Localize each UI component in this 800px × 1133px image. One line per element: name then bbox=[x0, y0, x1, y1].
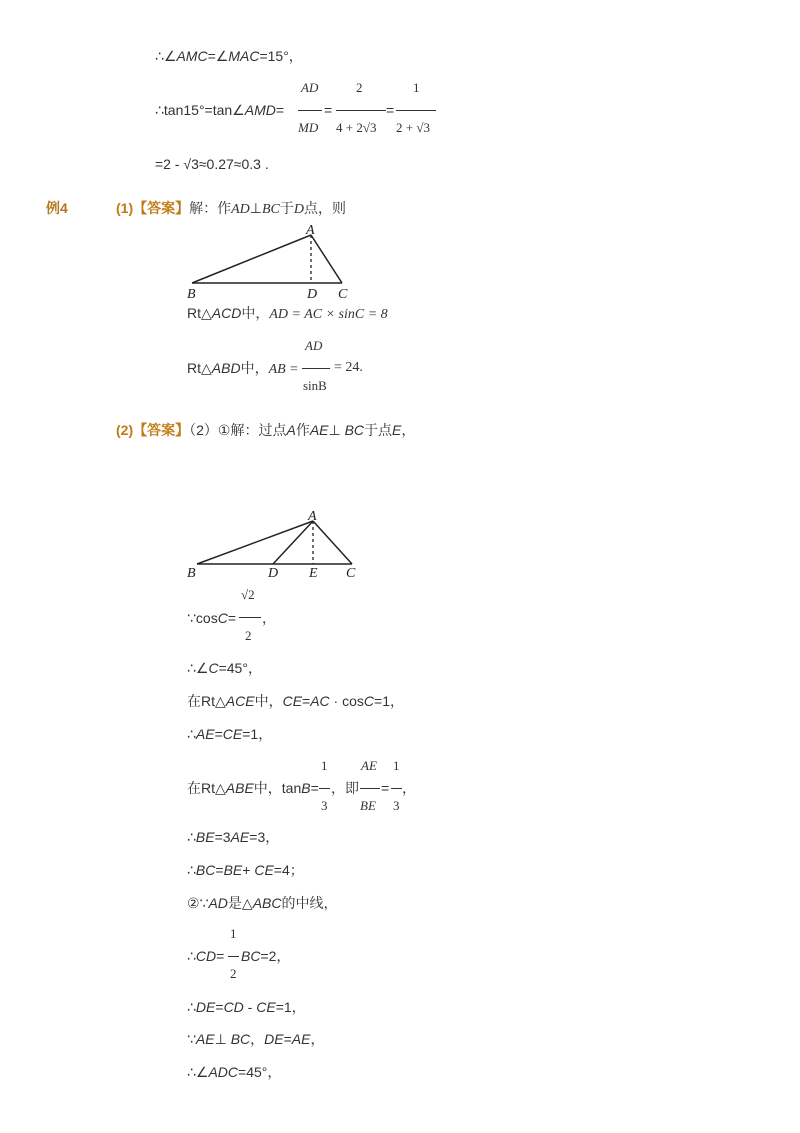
step-angle-c: ∴∠C=45°， bbox=[187, 660, 262, 676]
equals-sign: = bbox=[386, 102, 395, 118]
part1-heading: (1)【答案】解：作AD⊥BC于D点，则 bbox=[116, 200, 347, 217]
label-e: E bbox=[309, 566, 318, 581]
frac-den-md: MD bbox=[298, 120, 319, 135]
frac-num-2: 2 bbox=[356, 80, 363, 95]
label-d: D bbox=[268, 566, 279, 581]
step-rt-ace: 在Rt△ACE中，CE=AC · cosC=1， bbox=[187, 693, 404, 709]
step-bc: ∴BC=BE+ CE=4； bbox=[187, 862, 304, 878]
step-rt-abe: 在Rt△ABE中，tanB= bbox=[187, 780, 319, 796]
result-24: = 24. bbox=[334, 360, 363, 375]
frac-den-3: 3 bbox=[321, 798, 328, 813]
frac-num-1: 1 bbox=[393, 758, 400, 773]
frac-den-4-2sqrt3: 4 + 2√3 bbox=[336, 120, 377, 135]
frac-den-2: 2 bbox=[230, 966, 237, 981]
frac-num-1: 1 bbox=[413, 80, 420, 95]
step-de: ∴DE=CD - CE=1， bbox=[187, 999, 306, 1015]
segment-ac bbox=[311, 235, 342, 283]
frac-num-ae: AE bbox=[361, 758, 377, 773]
line-result: =2 - √3≈0.27≈0.3 . bbox=[155, 156, 269, 172]
label-b: B bbox=[187, 287, 196, 302]
text-ji: ，即 bbox=[331, 780, 359, 796]
label-c: C bbox=[338, 287, 348, 302]
fraction-bar bbox=[391, 788, 402, 789]
label-b: B bbox=[187, 566, 196, 581]
step-angle-adc: ∴∠ADC=45°， bbox=[187, 1064, 282, 1080]
step-ae-ce: ∴AE=CE=1， bbox=[187, 726, 273, 742]
segment-ad bbox=[273, 521, 313, 564]
step-median: ②∵AD是△ABC的中线， bbox=[187, 895, 338, 911]
label-a: A bbox=[308, 509, 317, 524]
segment-ab bbox=[197, 521, 313, 564]
step-cd: ∴CD= bbox=[187, 948, 225, 964]
line-rt-acd: Rt△ACD中，AD = AC × sinC = 8 bbox=[187, 305, 388, 322]
frac-num-1: 1 bbox=[321, 758, 328, 773]
frac-num-1: 1 bbox=[230, 926, 237, 941]
step-cd-tail: BC=2， bbox=[241, 948, 291, 964]
frac-den-be: BE bbox=[360, 798, 376, 813]
frac-num-sqrt2: √2 bbox=[241, 587, 255, 602]
segment-ac bbox=[313, 521, 352, 564]
equals-sign: = bbox=[381, 780, 390, 796]
fraction-bar bbox=[319, 788, 330, 789]
label-a: A bbox=[306, 223, 315, 238]
triangle-figure-2 bbox=[180, 508, 360, 584]
frac-num-ad: AD bbox=[305, 338, 323, 353]
fraction-bar bbox=[396, 110, 436, 111]
label-c: C bbox=[346, 566, 356, 581]
frac-den-3: 3 bbox=[393, 798, 400, 813]
line-rt-abd: Rt△ABD中，AB = bbox=[187, 360, 299, 377]
fraction-bar bbox=[228, 956, 239, 957]
example-label: 例4 bbox=[46, 200, 68, 216]
comma: ， bbox=[262, 610, 276, 626]
fraction-bar bbox=[298, 110, 322, 111]
equals-sign: = bbox=[324, 102, 333, 118]
step-cos-c: ∵cosC= bbox=[187, 610, 237, 626]
fraction-bar bbox=[302, 368, 330, 369]
frac-den-sinb: sinB bbox=[303, 378, 327, 393]
step-be: ∴BE=3AE=3， bbox=[187, 829, 280, 845]
part2-heading: (2)【答案】（2）①解：过点A作AE⊥ BC于点E， bbox=[116, 422, 416, 438]
triangle-figure-1 bbox=[180, 222, 360, 304]
frac-num-ad: AD bbox=[301, 80, 319, 95]
segment-ab bbox=[192, 235, 311, 283]
frac-den-2: 2 bbox=[245, 628, 252, 643]
step-ae-perp: ∵AE⊥ BC，DE=AE， bbox=[187, 1031, 325, 1047]
fraction-bar bbox=[336, 110, 386, 111]
line-tan15: ∴tan15°=tan∠AMD= bbox=[155, 102, 285, 118]
fraction-bar bbox=[360, 788, 380, 789]
fraction-bar bbox=[239, 617, 261, 618]
line-amc-mac: ∴∠AMC=∠MAC=15°， bbox=[155, 48, 303, 64]
frac-den-2-sqrt3: 2 + √3 bbox=[396, 120, 430, 135]
comma: ， bbox=[402, 780, 416, 796]
label-d: D bbox=[307, 287, 318, 302]
